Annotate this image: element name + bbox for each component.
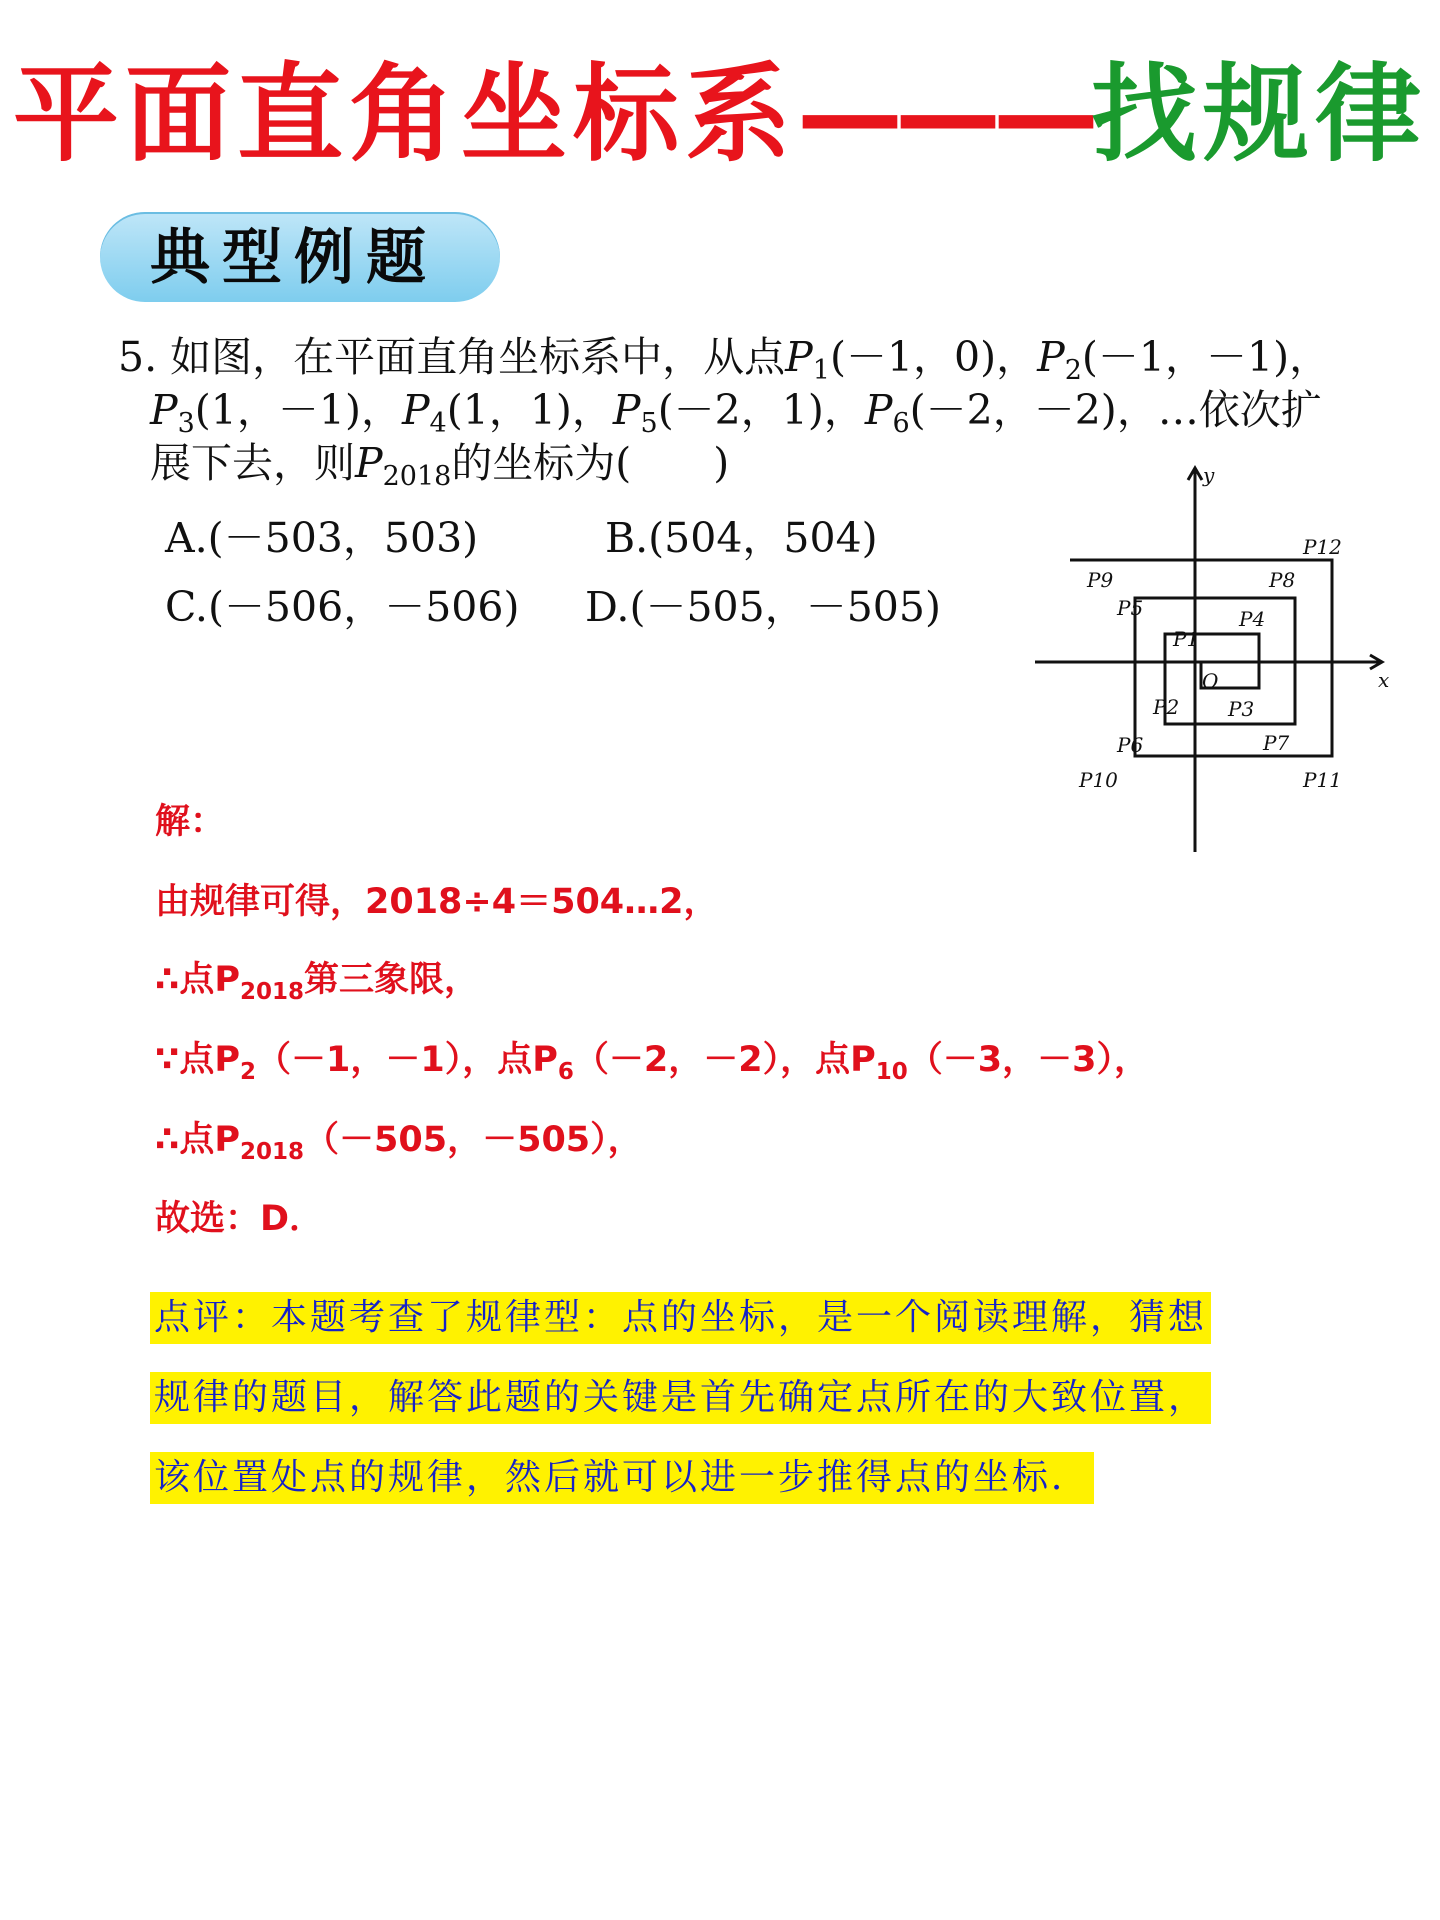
question-text: 如图，在平面直角坐标系中，从点 bbox=[170, 333, 786, 381]
question-line-2: $P_3(1$，－1)，$P_4(1$，1)，$P_5(-2$，1)，$P_6(-2$，－2)，…依次扩 bbox=[150, 386, 1322, 439]
question-line-3: 展下去，则$P_{2018}$的坐标为( ) bbox=[150, 439, 730, 492]
title-dash: ——— bbox=[797, 53, 1091, 176]
point-coord: (－1，0) bbox=[829, 333, 997, 381]
point-coord: (1，－1) bbox=[194, 386, 361, 434]
x-axis-label: x bbox=[1378, 668, 1390, 692]
point-coord: (－2，－2) bbox=[909, 386, 1117, 434]
point-label-p1: P1 bbox=[1173, 627, 1200, 651]
point-label-p10: P10 bbox=[1079, 768, 1118, 792]
y-axis-label: y bbox=[1203, 463, 1215, 487]
spiral-diagram bbox=[1035, 462, 1395, 852]
option-c: C.(－506，－506) bbox=[165, 583, 520, 631]
solution-line-3: ∵点$P_2(-1$，－1），点$P_6(-2$，－2），点$P_{10}(-3$，－3）， bbox=[155, 1040, 1149, 1085]
solution-line-4: ∴点$P_{2018}(-505$，－505）， bbox=[155, 1120, 643, 1165]
point-label-p11: P11 bbox=[1303, 768, 1342, 792]
title-sub: 找规律 bbox=[1091, 53, 1427, 176]
point-label-p12: P12 bbox=[1303, 535, 1342, 559]
page-title bbox=[0, 50, 1440, 180]
solution-heading: 解： bbox=[155, 802, 226, 842]
point-label-p6: P6 bbox=[1117, 733, 1144, 757]
point-coord: (－2，1) bbox=[657, 386, 824, 434]
option-d: D.(－505，－505) bbox=[585, 583, 941, 631]
comment-line-1: 点评：本题考查了规律型：点的坐标，是一个阅读理解，猜想 bbox=[150, 1292, 1211, 1344]
question-number: 5. bbox=[118, 333, 158, 381]
point-label-p7: P7 bbox=[1263, 731, 1290, 755]
option-a: A.(－503，503) bbox=[165, 514, 479, 562]
point-coord: (－1，－1) bbox=[1081, 333, 1290, 381]
point-label-p8: P8 bbox=[1269, 568, 1296, 592]
solution-line-1: 由规律可得，2018÷4＝504…2， bbox=[155, 882, 719, 922]
origin-label: O bbox=[1202, 669, 1219, 693]
point-label-p3: P3 bbox=[1228, 697, 1255, 721]
point-label-p5: P5 bbox=[1117, 596, 1144, 620]
comment-line-2: 规律的题目，解答此题的关键是首先确定点所在的大致位置， bbox=[150, 1372, 1211, 1424]
question-line-1: 5. 如图，在平面直角坐标系中，从点$P_1(-1$，0)，$P_2(-1$，－1)， bbox=[118, 333, 1331, 386]
point-label-p2: P2 bbox=[1153, 695, 1180, 719]
point-label-p4: P4 bbox=[1239, 607, 1266, 631]
section-tab-label: 典型例题 bbox=[150, 223, 438, 293]
comment-line-3: 该位置处点的规律，然后就可以进一步推得点的坐标． bbox=[150, 1452, 1094, 1504]
solution-answer: 故选：D． bbox=[155, 1199, 325, 1239]
solution-line-2: ∴点$P_{2018}$第三象限， bbox=[155, 960, 480, 1005]
point-label-p9: P9 bbox=[1087, 568, 1114, 592]
option-b: B.(504，504) bbox=[605, 514, 878, 562]
point-coord: (1，1) bbox=[446, 386, 572, 434]
title-main: 平面直角坐标系 bbox=[13, 53, 797, 176]
